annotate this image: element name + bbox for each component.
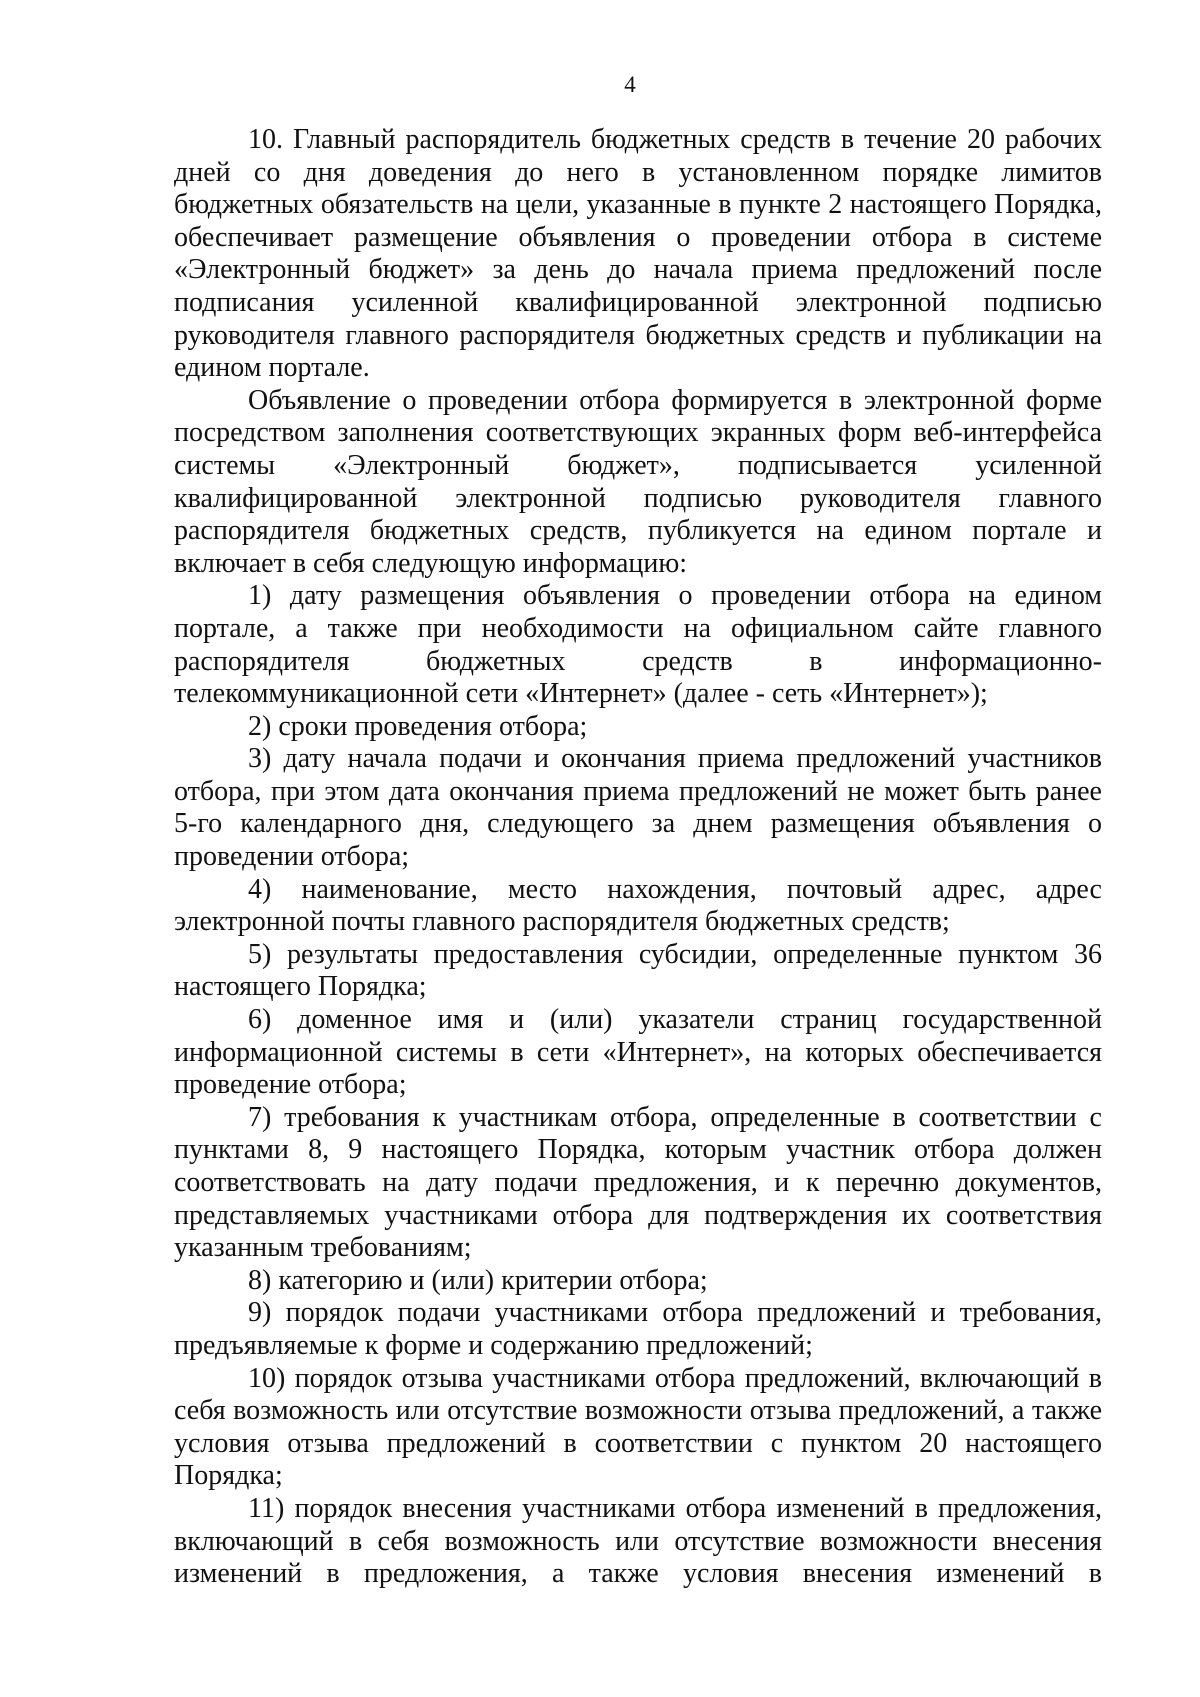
list-item-6: 6) доменное имя и (или) указатели страниц государственной информационной системы в сети «Интернет», на которых обеспечивается проведение отбора;	[174, 1004, 1102, 1101]
list-item-5: 5) результаты предоставления субсидии, определенные пунктом 36 настоящего Порядка;	[174, 938, 1102, 1003]
paragraph-item-10: 10. Главный распорядитель бюджетных средств в течение 20 рабочих дней со дня доведения до него в установленном порядке лимитов бюджетных обязательств на цели, указанные в пункте 2 настоящего Порядка, обеспечивает размещение объявления о проведении отбора в системе «Электронный бюджет» за день до начала приема предложений после подписания усиленной квалифицированной электронной подписью руководителя главного распорядителя бюджетных средств и публикации на едином портале.	[174, 124, 1102, 384]
document-body	[174, 124, 1102, 1591]
list-item-9: 9) порядок подачи участниками отбора предложений и требования, предъявляемые к форме и содержанию предложений;	[174, 1297, 1102, 1361]
list-item-2: 2) сроки проведения отбора;	[248, 710, 588, 742]
list-item-1: 1) дату размещения объявления о проведении отбора на едином портале, а также при необходимости на официальном сайте главного распорядителя бюджетных средств в информационно-телекоммуникационной сети «Интернет» (далее - сеть «Интернет»);	[174, 580, 1102, 710]
list-item-10: 10) порядок отзыва участниками отбора предложений, включающий в себя возможность или отсутствие возможности отзыва предложений, а также условия отзыва предложений в соответствии с пунктом 20 настоящего Порядка;	[174, 1362, 1102, 1492]
list-item-11: 11) порядок внесения участниками отбора изменений в предложения, включающий в себя возможность или отсутствие возможности внесения изменений в предложения, а также условия внесения изменений в	[174, 1492, 1102, 1590]
list-item-3: 3) дату начала подачи и окончания приема предложений участников отбора, при этом дата окончания приема предложений не может быть ранее 5-го календарного дня, следующего за днем размещения объявления о проведении отбора;	[174, 743, 1102, 873]
list-item-8: 8) категорию и (или) критерии отбора;	[248, 1264, 708, 1296]
paragraph-announcement: Объявление о проведении отбора формируется в электронной форме посредством заполнения соответствующих экранных форм веб-интерфейса системы «Электронный бюджет», подписывается усиленной квалифицированной электронной подписью руководителя главного распорядителя бюджетных средств, публикуется на едином портале и включает в себя следующую информацию:	[174, 384, 1102, 579]
page-number: 4	[624, 72, 636, 97]
list-item-4: 4) наименование, место нахождения, почтовый адрес, адрес электронной почты главного распорядителя бюджетных средств;	[174, 873, 1102, 938]
list-item-7: 7) требования к участникам отбора, определенные в соответствии с пунктами 8, 9 настоящего Порядка, которым участник отбора должен соответствовать на дату подачи предложения, и к перечню документов, представляемых участниками отбора для подтверждения их соответствия указанным требованиям;	[174, 1101, 1102, 1264]
